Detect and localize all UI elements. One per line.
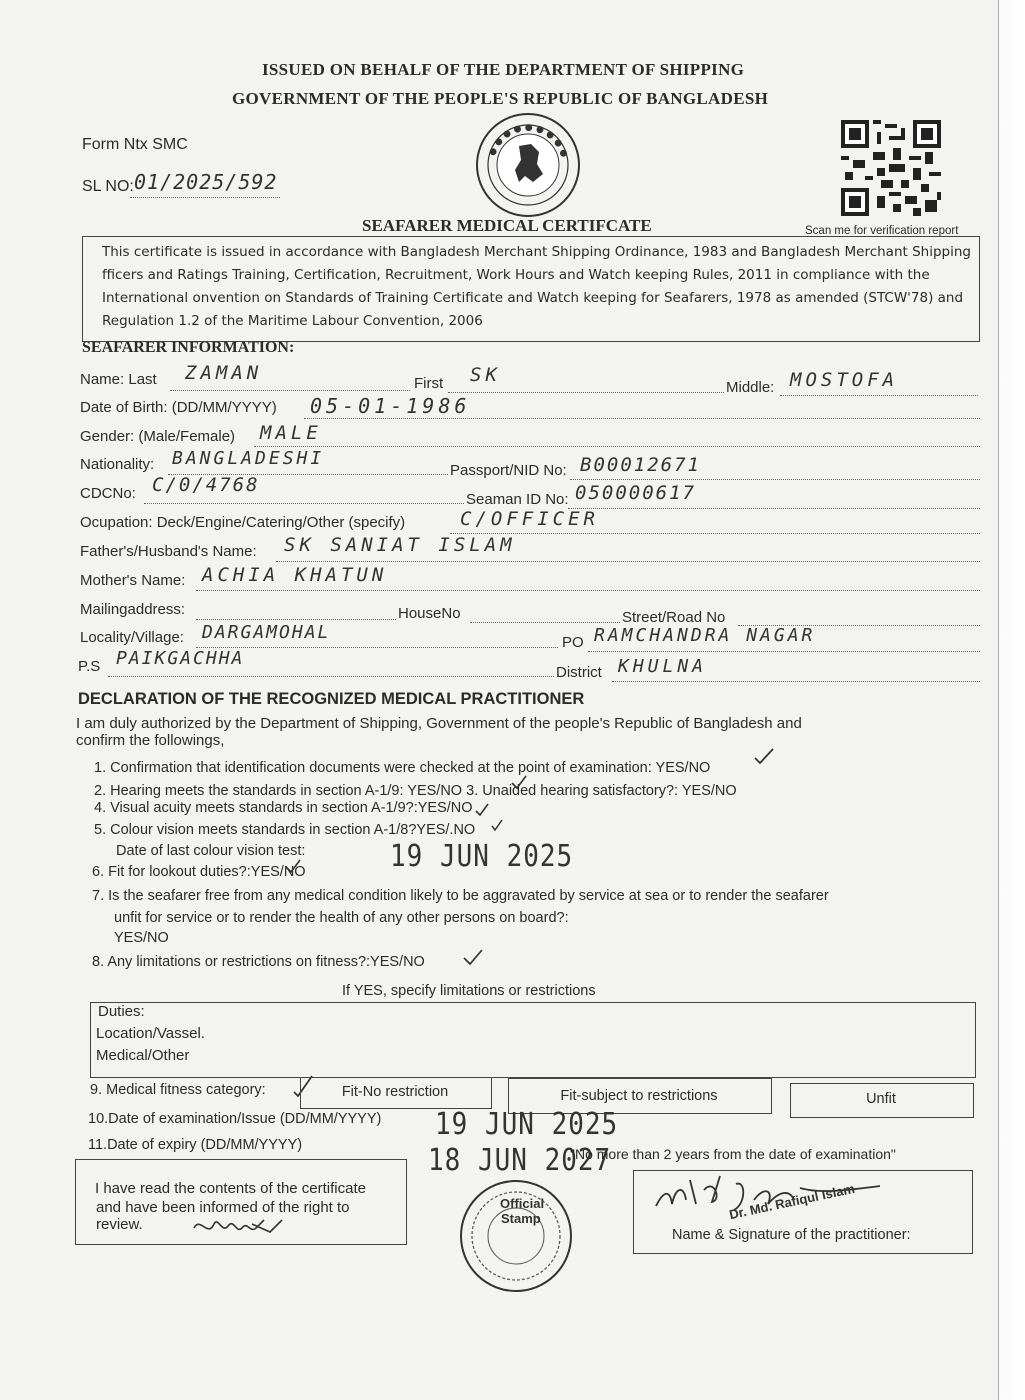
name-last-line (170, 390, 410, 391)
item-11: 11.Date of expiry (DD/MM/YYYY) (88, 1137, 303, 1153)
seaman-label: Seaman ID No: (466, 491, 569, 508)
item-6: 6. Fit for lookout duties?:YES/NO (92, 864, 306, 880)
sl-line (130, 197, 280, 198)
intro-line-2: fficers and Ratings Training, Certification, Recruitment, Work Hours and Watch keeping Rules, 2011 in compliance with the (102, 267, 930, 283)
category-fit-subject-label: Fit-subject to restrictions (560, 1088, 718, 1104)
occupation-value: C/OFFICER (460, 508, 599, 530)
item-7-line-3: YES/NO (114, 930, 169, 946)
gender-line (254, 446, 980, 447)
occupation-label: Ocupation: Deck/Engine/Catering/Other (specify) (80, 514, 406, 531)
mother-value: ACHIA KHATUN (202, 564, 388, 586)
ps-line (108, 676, 554, 677)
item-5-last-test: Date of last colour vision test: (116, 843, 306, 859)
category-fit-no-label: Fit-No restriction (341, 1084, 449, 1100)
check-mark-icon (284, 858, 302, 874)
declaration-intro-2: confirm the followings, (76, 732, 225, 749)
limitations-medical: Medical/Other (96, 1047, 190, 1064)
locality-label: Locality/Village: (80, 629, 184, 646)
nationality-value: BANGLADESHI (172, 448, 325, 469)
check-mark-icon (474, 802, 490, 818)
father-label: Father's/Husband's Name: (80, 543, 257, 560)
form-number: Form Ntx SMC (82, 136, 188, 153)
acknowledgement-line-1: I have read the contents of the certificate (95, 1180, 366, 1197)
locality-line (196, 647, 558, 648)
name-last-value: ZAMAN (185, 362, 263, 384)
mother-label: Mother's Name: (80, 572, 186, 589)
declaration-intro-1: I am duly authorized by the Department of Shipping, Government of the people's Republic of Bangladesh and (76, 715, 802, 732)
ps-label: P.S (78, 658, 101, 675)
item-1: 1. Confirmation that identification documents were checked at the point of examination: YES/NO (94, 760, 711, 776)
intro-line-4: Regulation 1.2 of the Maritime Labour Convention, 2006 (102, 313, 483, 329)
dob-label: Date of Birth: (DD/MM/YYYY) (80, 399, 277, 416)
occupation-line (450, 533, 980, 534)
middle-label: Middle: (726, 379, 775, 396)
item-7-line-2: unfit for service or to render the health of any other persons on board?: (114, 910, 569, 926)
po-label: PO (562, 634, 584, 651)
acknowledgement-line-2: and have been informed of the right to (96, 1199, 350, 1216)
if-yes-note: If YES, specify limitations or restrictions (342, 983, 596, 999)
government-seal (475, 112, 581, 218)
item-7-line-1: 7. Is the seafarer free from any medical condition likely to be aggravated by service at sea or to render the seafarer (92, 888, 829, 904)
dob-value: 05-01-1986 (310, 394, 471, 418)
check-mark-icon (510, 774, 528, 790)
district-label: District (556, 664, 602, 681)
svg-text:● ● ● ● ● ● ● ● ●: ● ● ● ● ● ● ● ● ● (487, 122, 570, 159)
mailing-label: Mailingaddress: (80, 601, 186, 618)
intro-line-3: International onvention on Standards of Training Certificate and Watch keeping for Seafarers, 1978 as amended (STCW'78) and (102, 290, 964, 306)
item-10: 10.Date of examination/Issue (DD/MM/YYYY) (88, 1111, 382, 1127)
ps-value: PAIKGACHHA (116, 648, 245, 669)
limitations-location: Location/Vassel. (96, 1025, 205, 1042)
validity-note: "No more than 2 years from the date of examination" (570, 1146, 896, 1162)
practitioner-signature-label: Name & Signature of the practitioner: (672, 1227, 911, 1243)
qr-code[interactable] (841, 120, 941, 216)
gender-label: Gender: (Male/Female) (80, 428, 236, 445)
stamp-stamp: Stamp (501, 1211, 541, 1226)
limitations-box (90, 1002, 976, 1078)
sl-value: 01/2025/592 (134, 170, 278, 194)
seaman-value: 050000617 (575, 482, 696, 504)
item-4: 4. Visual acuity meets standards in section A-1/9?:YES/NO (94, 800, 473, 816)
cdc-label: CDCNo: (80, 485, 136, 502)
colour-test-date: 19 JUN 2025 (390, 839, 574, 875)
mother-line (196, 590, 980, 591)
locality-value: DARGAMOHAL (202, 622, 331, 643)
cdc-value: C/0/4768 (152, 474, 260, 496)
check-mark-icon (462, 948, 484, 966)
passport-value: B00012671 (580, 454, 701, 476)
acknowledgement-line-3: review. (96, 1216, 143, 1233)
declaration-heading: DECLARATION OF THE RECOGNIZED MEDICAL PRACTITIONER (78, 690, 585, 708)
seaman-line (568, 508, 980, 509)
intro-line-1: This certificate is issued in accordance with Bangladesh Merchant Shipping Ordinance, 1983 and Bangladesh Merchant Shipping (102, 244, 971, 260)
expiry-date: 18 JUN 2027 (428, 1143, 612, 1179)
po-line (588, 651, 980, 652)
item-5: 5. Colour vision meets standards in section A-1/8?YES/.NO (94, 822, 476, 838)
dob-line (304, 418, 980, 419)
limitations-duties: Duties: (98, 1003, 145, 1020)
first-value: SK (470, 364, 501, 386)
middle-value: MOSTOFA (790, 369, 899, 391)
passport-line (570, 479, 980, 480)
item-2: 2. Hearing meets the standards in section A-1/9: YES/NO 3. Unaided hearing satisfactory?: YES/NO (94, 783, 737, 799)
practitioner-name: Dr. Md. Rafiqul Islam (727, 1180, 857, 1223)
page-edge (998, 0, 1025, 1400)
father-value: SK SANIAT ISLAM (284, 534, 516, 556)
header-line-1: ISSUED ON BEHALF OF THE DEPARTMENT OF SHIPPING (262, 60, 745, 79)
stamp-official: Official (500, 1196, 545, 1211)
nationality-label: Nationality: (80, 456, 155, 473)
first-line (448, 392, 724, 393)
seafarer-info-heading: SEAFARER INFORMATION: (82, 339, 295, 356)
district-line (612, 681, 980, 682)
mailing-line (196, 619, 396, 620)
father-line (276, 561, 980, 562)
exam-date: 19 JUN 2025 (435, 1107, 619, 1143)
check-mark-icon (490, 818, 504, 832)
check-mark-icon (752, 746, 776, 766)
middle-line (780, 395, 978, 396)
cdc-line (144, 503, 464, 504)
gender-value: MALE (260, 422, 322, 444)
sl-label: SL NO: (82, 178, 134, 195)
name-last-label: Name: Last (80, 371, 157, 388)
first-label: First (414, 375, 444, 392)
po-value: RAMCHANDRA NAGAR (594, 625, 816, 646)
qr-caption: Scan me for verification report (805, 225, 959, 237)
passport-label: Passport/NID No: (450, 462, 567, 479)
street-label: Street/Road No (622, 609, 726, 626)
category-unfit-label: Unfit (866, 1091, 896, 1107)
house-line (470, 622, 620, 623)
district-value: KHULNA (618, 656, 708, 677)
item-9: 9. Medical fitness category: (90, 1082, 266, 1098)
certificate-title: SEAFARER MEDICAL CERTIFCATE (362, 216, 652, 235)
intro-text (102, 241, 972, 333)
header-line-2: GOVERNMENT OF THE PEOPLE'S REPUBLIC OF BANGLADESH (232, 89, 769, 108)
house-label: HouseNo (398, 605, 461, 622)
seafarer-signature (190, 1210, 286, 1244)
item-8: 8. Any limitations or restrictions on fitness?:YES/NO (92, 954, 425, 970)
